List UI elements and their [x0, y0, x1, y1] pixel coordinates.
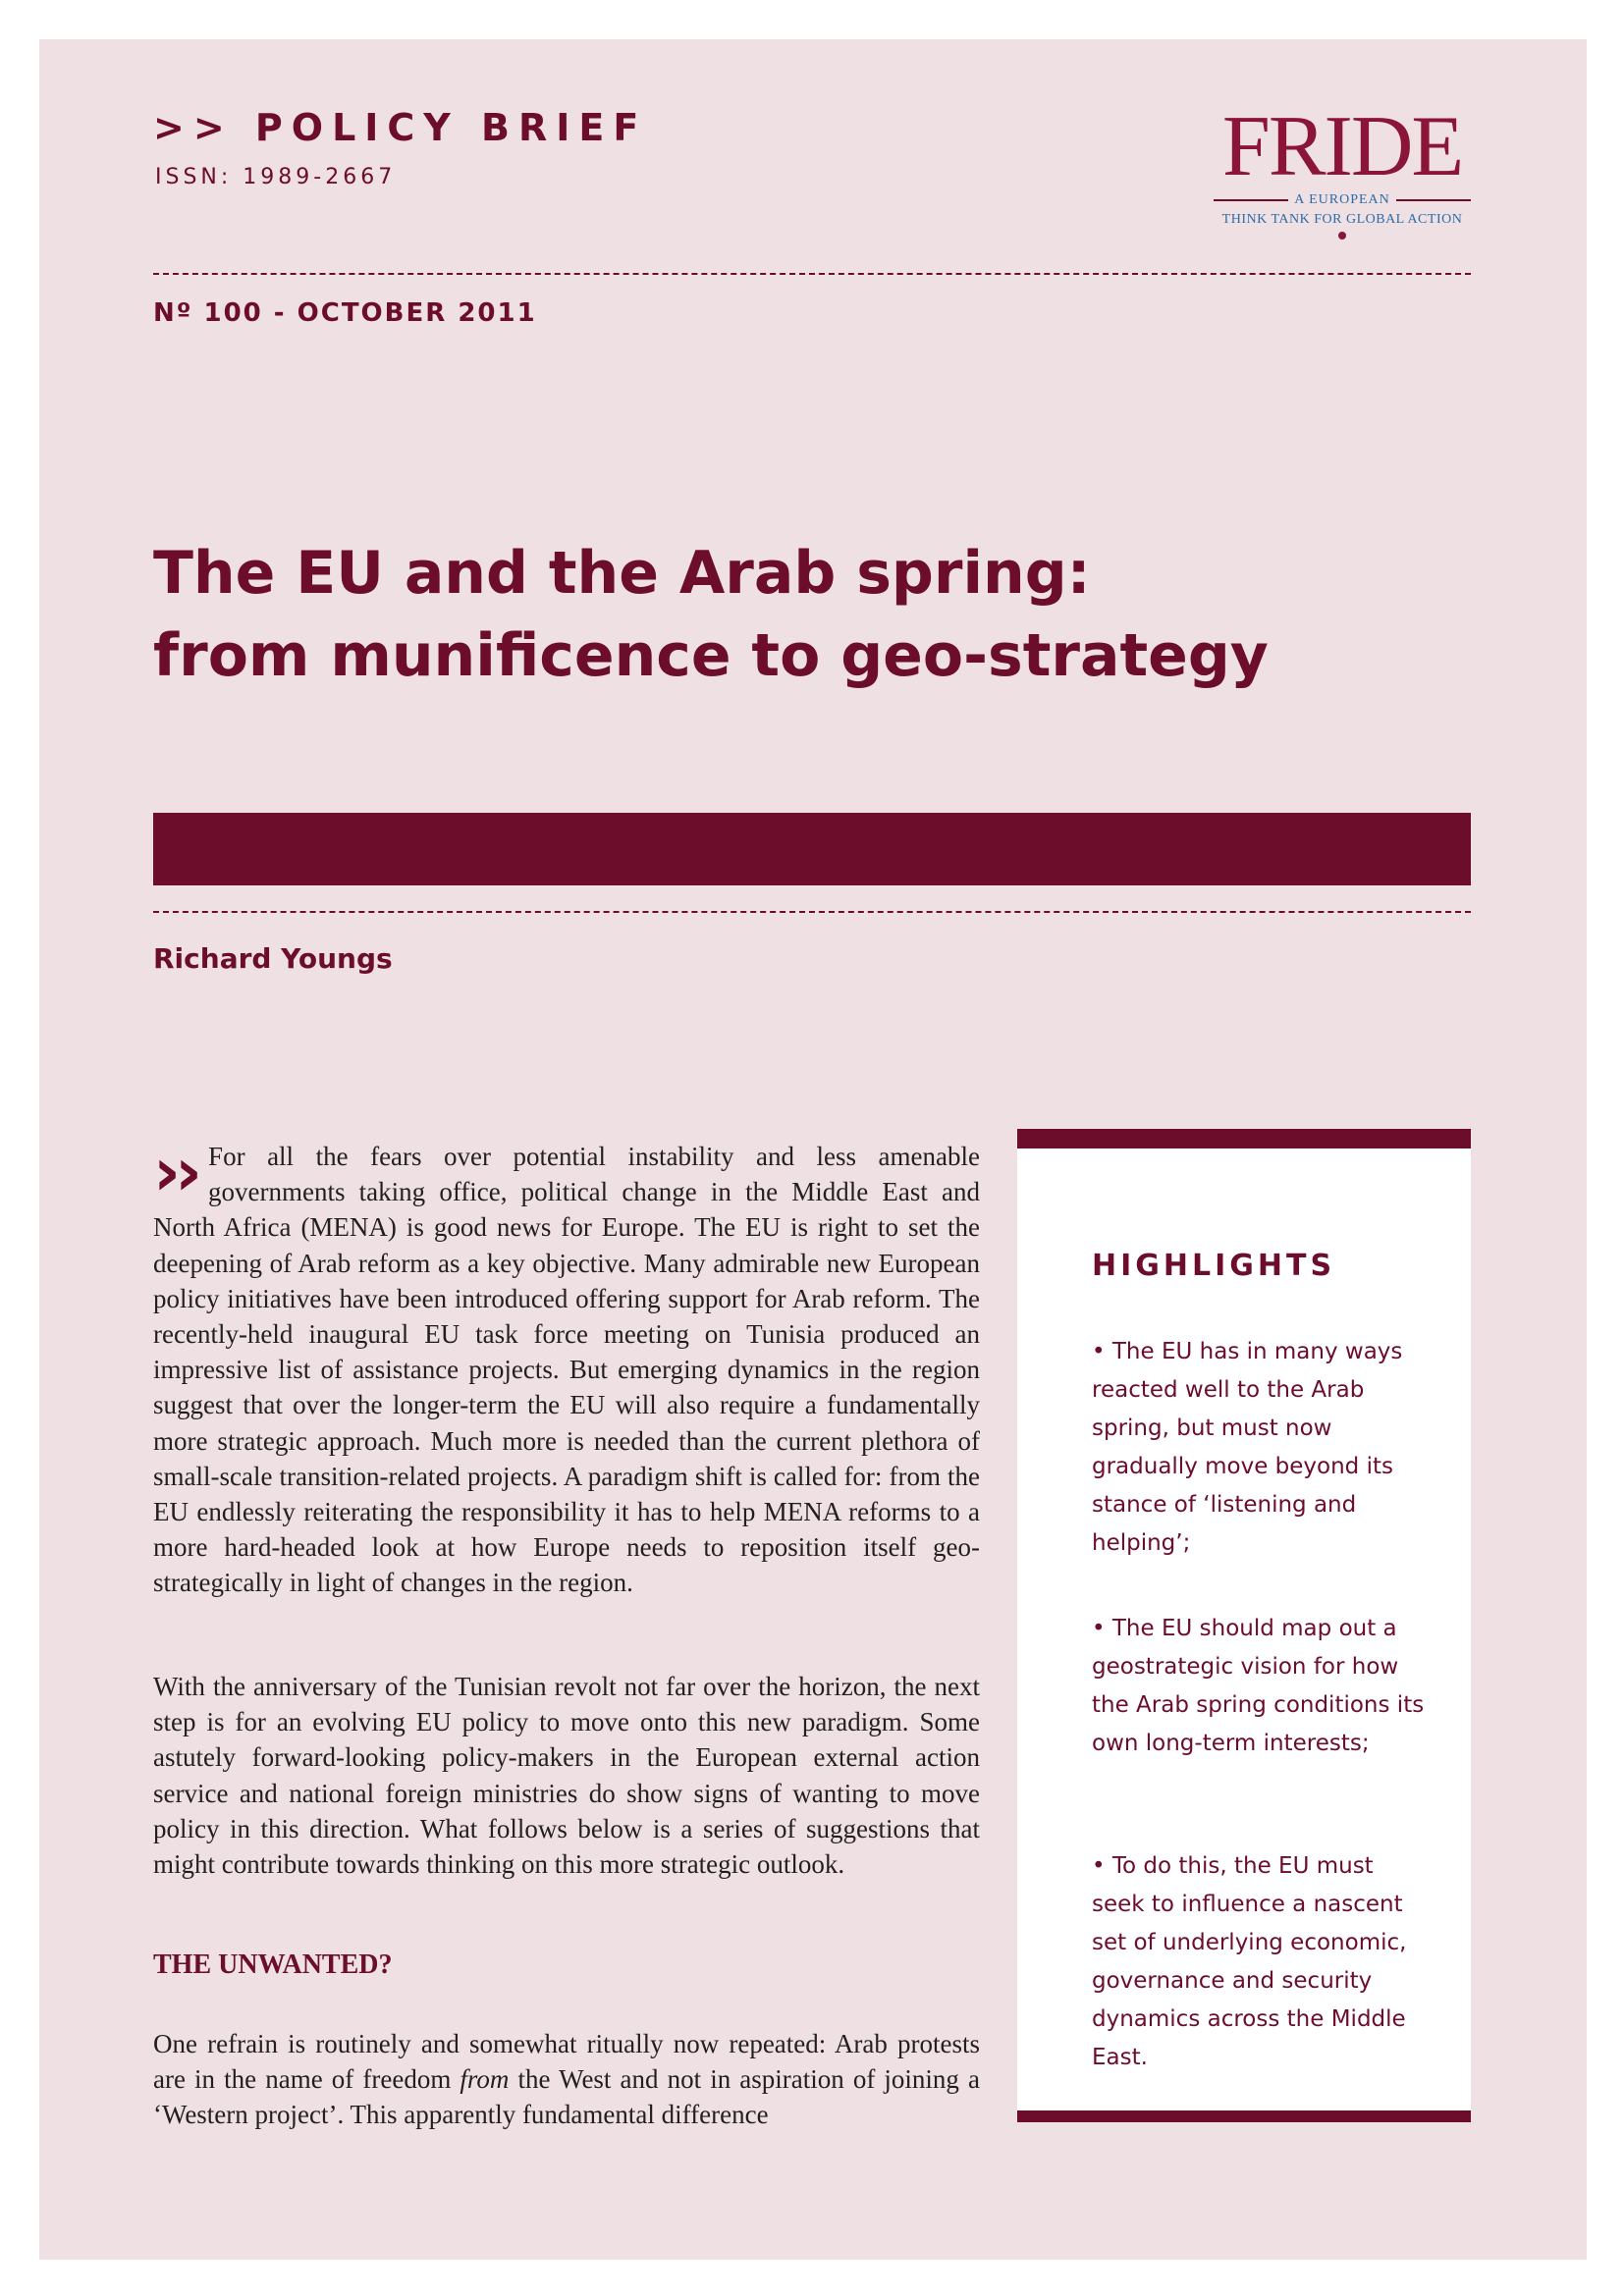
highlight-item: • The EU should map out a geostrategic vision for how the Arab spring conditions its own long-term interests;	[1092, 1616, 1425, 1756]
title-bar	[153, 813, 1471, 885]
body-paragraph-3: One refrain is routinely and somewhat ritually now repeated: Arab protests are in the name of freedom from the West and not in aspiration of joining a ‘Western project’. This apparently fundamental difference	[153, 2029, 981, 2130]
highlights-box	[1017, 1129, 1471, 2122]
logo-dot	[1338, 232, 1346, 240]
highlight-item: • The EU has in many ways reacted well to the Arab spring, but must now gradually move beyond its stance of ‘listening and helping’;	[1092, 1339, 1403, 1556]
section-heading: THE UNWANTED?	[153, 1949, 393, 1980]
fride-logo	[1214, 99, 1471, 240]
lead-chevron-icon: ››	[153, 1134, 197, 1211]
body-paragraph-2: With the anniversary of the Tunisian revolt not far over the horizon, the next step is for an evolving EU policy to move onto this new paradigm. Some astutely forward-looking policy-makers in the European external action service and national foreign ministries do show signs of wanting to move policy in this direction. What follows below is a series of suggestions that might contribute towards thinking on this more strategic outlook.	[153, 1672, 980, 1880]
header-divider	[153, 273, 1471, 275]
body-paragraph-1: ›› For all the fears over potential instability and less amenable governments taking office, political change in the Middle East and North Africa (MENA) is good news for Europe. The EU is right to set the deepening of Arab reform as a key objective. Many admirable new European policy initiatives have been introduced offering support for Arab reform. The recently-held inaugural EU task force meeting on Tunisia produced an impressive list of assistance projects. But emerging dynamics in the region suggest that over the longer-term the EU will also require a fundamentally more strategic approach. Much more is needed than the current plethora of small-scale transition-related projects. A paradigm shift is called for: from the EU endlessly reiterating the responsibility it has to help MENA reforms to a more hard-headed look at how Europe needs to reposition itself geo-strategically in light of changes in the region.	[153, 1134, 980, 1598]
issn-number: ISSN: 1989-2667	[155, 165, 397, 189]
document-title: The EU and the Arab spring:	[153, 539, 1091, 608]
author-divider	[153, 911, 1471, 913]
highlight-item: • To do this, the EU must seek to influence a nascent set of underlying economic, governance and security dynamics across the Middle East.	[1092, 1853, 1407, 2070]
document-subtitle: from munificence to geo-strategy	[153, 621, 1269, 690]
highlights-title: HIGHLIGHTS	[1092, 1249, 1336, 1283]
logo-rule-right	[1396, 199, 1471, 201]
logo-rule-left	[1214, 199, 1288, 201]
logo-tagline-1: A EUROPEAN	[1294, 192, 1390, 207]
logo-tagline-2: THINK TANK FOR GLOBAL ACTION	[1221, 212, 1463, 227]
author-name: Richard Youngs	[153, 942, 393, 975]
issue-number: Nº 100 - OCTOBER 2011	[153, 298, 537, 328]
policy-brief-label: >> POLICY BRIEF	[153, 106, 648, 149]
logo-wordmark: FRIDE	[1221, 99, 1463, 194]
